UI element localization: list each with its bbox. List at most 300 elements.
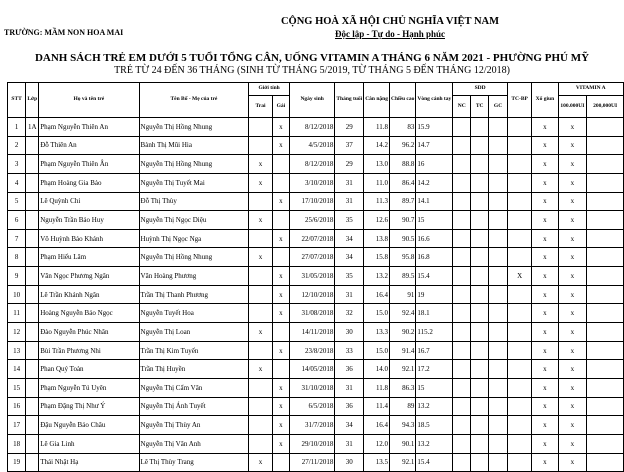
row-class [26,155,39,174]
row-weight: 11.0 [364,173,390,192]
row-gc [489,453,508,472]
row-arm: 14.7 [416,136,453,155]
row-female [272,248,289,267]
table-row [8,341,624,360]
row-arm: 15 [416,378,453,397]
row-deworm: x [532,285,558,304]
header-parent-name: Tên Bố - Mẹ của trẻ [139,83,249,118]
row-deworm: x [532,434,558,453]
row-parent-name: Nguyễn Thị Vân Anh [139,434,249,453]
row-weight: 12.6 [364,211,390,230]
row-height: 89.7 [389,192,415,211]
row-months: 31 [335,173,364,192]
header-weight: Cân nặng [364,83,390,118]
row-nc [453,155,471,174]
row-parent-name: Nguyễn Thị Hồng Nhung [139,118,249,137]
row-weight: 14.2 [364,136,390,155]
row-child-name: Phạm Hiếu Lâm [39,248,139,267]
row-male [249,136,272,155]
table-row [8,229,624,248]
row-nc [453,434,471,453]
row-parent-name: Văn Hoàng Phương [139,267,249,286]
row-dose2 [587,397,624,416]
row-parent-name: Nguyễn Thị Hồng Nhung [139,248,249,267]
row-stt: 6 [8,211,26,230]
row-months: 31 [335,434,364,453]
row-male [249,304,272,323]
table-row [8,173,624,192]
row-child-name: Phan Quý Toàn [39,360,139,379]
row-parent-name: Nguyễn Thị Cẩm Vân [139,378,249,397]
row-nc [453,397,471,416]
row-height: 91 [389,285,415,304]
row-female [272,453,289,472]
row-dose1: x [558,173,587,192]
row-months: 30 [335,453,364,472]
row-tc [471,360,489,379]
row-gc [489,136,508,155]
header-dose1: 100.000UI [558,96,587,118]
row-parent-name: Đỗ Thị Thùy [139,192,249,211]
row-height: 92.1 [389,360,415,379]
row-parent-name: Trần Thị Huyền [139,360,249,379]
row-months: 35 [335,211,364,230]
row-stt: 7 [8,229,26,248]
row-dose2 [587,323,624,342]
row-dose1: x [558,155,587,174]
row-weight: 15.0 [364,304,390,323]
row-weight: 13.3 [364,323,390,342]
row-months: 29 [335,118,364,137]
row-gc [489,341,508,360]
row-parent-name: Nguyễn Thị Loan [139,323,249,342]
row-stt: 16 [8,397,26,416]
row-male [249,118,272,137]
header-tc: TC [471,96,489,118]
row-arm: 15.9 [416,118,453,137]
document-title: DANH SÁCH TRẺ EM DƯỚI 5 TUỔI TỔNG CÂN, UỐNG VITAMIN A THÁNG 6 NĂM 2021 - PHƯỜNG PHÚ MỸ [34,52,590,64]
row-child-name: Đậu Nguyễn Bảo Châu [39,416,139,435]
row-arm: 18.1 [416,304,453,323]
row-months: 37 [335,136,364,155]
row-months: 33 [335,341,364,360]
row-tcbp [507,192,531,211]
row-dose1: x [558,304,587,323]
row-class [26,173,39,192]
table-row [8,155,624,174]
row-child-name: Lê Trần Khánh Ngân [39,285,139,304]
row-class [26,192,39,211]
row-tc [471,341,489,360]
row-class [26,136,39,155]
row-dose1: x [558,453,587,472]
row-stt: 11 [8,304,26,323]
row-tcbp [507,304,531,323]
row-tc [471,136,489,155]
row-dose2 [587,434,624,453]
row-dob: 14/11/2018 [289,323,334,342]
row-child-name: Phạm Đặng Thị Như Ý [39,397,139,416]
row-child-name: Đỗ Thiên An [39,136,139,155]
row-tc [471,267,489,286]
row-gc [489,192,508,211]
row-gc [489,173,508,192]
row-female [272,360,289,379]
row-dose2 [587,118,624,137]
row-dose1: x [558,434,587,453]
row-dose1: x [558,118,587,137]
row-deworm: x [532,416,558,435]
row-class [26,285,39,304]
row-tcbp [507,136,531,155]
row-class: 1A [26,118,39,137]
row-stt: 19 [8,453,26,472]
row-tc [471,378,489,397]
row-gc [489,397,508,416]
header-tcbp: TC-BP [507,83,531,118]
school-name: TRƯỜNG: MẦM NON HOA MAI [4,28,124,37]
row-female: x [272,434,289,453]
row-tc [471,118,489,137]
row-nc [453,341,471,360]
header-stt: STT [8,83,26,118]
row-male: x [249,360,272,379]
row-dob: 6/5/2018 [289,397,334,416]
row-female [272,211,289,230]
row-nc [453,323,471,342]
table-row [8,453,624,472]
row-tcbp [507,285,531,304]
row-class [26,360,39,379]
row-class [26,416,39,435]
row-dob: 12/10/2018 [289,285,334,304]
row-dose2 [587,341,624,360]
row-deworm: x [532,248,558,267]
row-months: 36 [335,360,364,379]
table-row [8,285,624,304]
row-nc [453,267,471,286]
row-female: x [272,118,289,137]
row-nc [453,453,471,472]
row-class [26,434,39,453]
row-female: x [272,192,289,211]
row-weight: 14.0 [364,360,390,379]
row-months: 31 [335,285,364,304]
row-tcbp [507,378,531,397]
row-dose1: x [558,341,587,360]
row-months: 34 [335,248,364,267]
row-deworm: x [532,304,558,323]
row-arm: 16.7 [416,341,453,360]
row-nc [453,211,471,230]
table-row [8,136,624,155]
row-child-name: Đào Nguyễn Phúc Nhân [39,323,139,342]
row-female [272,155,289,174]
row-stt: 18 [8,434,26,453]
row-dose1: x [558,248,587,267]
row-dose1: x [558,229,587,248]
row-stt: 13 [8,341,26,360]
row-arm: 16 [416,155,453,174]
row-female: x [272,341,289,360]
row-height: 96.2 [389,136,415,155]
row-tc [471,397,489,416]
row-female: x [272,136,289,155]
header-male: Trai [249,96,272,118]
row-dob: 29/10/2018 [289,434,334,453]
row-dose1: x [558,136,587,155]
row-class [26,323,39,342]
row-child-name: Văn Ngọc Phương Ngân [39,267,139,286]
row-dob: 31/08/2018 [289,304,334,323]
row-stt: 17 [8,416,26,435]
row-parent-name: Nguyễn Thị Tuyết Mai [139,173,249,192]
row-arm: 14.1 [416,192,453,211]
row-dose1: x [558,397,587,416]
row-child-name: Phạm Nguyễn Tú Uyên [39,378,139,397]
children-table [7,82,624,472]
row-months: 32 [335,304,364,323]
row-dose2 [587,192,624,211]
row-nc [453,248,471,267]
row-tc [471,434,489,453]
row-gc [489,323,508,342]
row-gc [489,118,508,137]
row-gc [489,267,508,286]
row-dose2 [587,378,624,397]
row-arm: 17.2 [416,360,453,379]
row-dob: 14/05/2018 [289,360,334,379]
row-deworm: x [532,229,558,248]
row-height: 89 [389,397,415,416]
row-male [249,229,272,248]
motto: Độc lập - Tự do - Hạnh phúc [334,29,445,39]
row-weight: 15.8 [364,248,390,267]
row-nc [453,416,471,435]
row-stt: 2 [8,136,26,155]
row-deworm: x [532,192,558,211]
row-months: 29 [335,155,364,174]
row-tc [471,323,489,342]
table-row [8,248,624,267]
row-male [249,397,272,416]
row-male [249,416,272,435]
row-male: x [249,211,272,230]
row-parent-name: Bành Thị Mũi Hia [139,136,249,155]
row-stt: 8 [8,248,26,267]
row-male: x [249,248,272,267]
row-height: 90.5 [389,229,415,248]
row-weight: 11.8 [364,118,390,137]
row-gc [489,285,508,304]
row-months: 31 [335,378,364,397]
row-dob: 8/12/2018 [289,155,334,174]
row-dob: 31/7/2018 [289,416,334,435]
row-months: 31 [335,192,364,211]
row-female: x [272,416,289,435]
row-gc [489,416,508,435]
row-gc [489,378,508,397]
row-tc [471,453,489,472]
row-gc [489,211,508,230]
row-dob: 8/12/2018 [289,118,334,137]
row-male [249,267,272,286]
header-deworm: Xổ giun [532,83,558,118]
row-tc [471,173,489,192]
header-sdd: SDD [453,83,508,96]
row-parent-name: Nguyễn Thị Thùy An [139,416,249,435]
row-height: 90.2 [389,323,415,342]
row-tcbp [507,397,531,416]
table-row [8,267,624,286]
row-deworm: x [532,453,558,472]
row-dose2 [587,304,624,323]
document-subtitle: TRẺ TỪ 24 ĐẾN 36 THÁNG (SINH TỪ THÁNG 5/2019, TỪ THÁNG 5 ĐẾN THÁNG 12/2018) [114,65,510,76]
row-gc [489,360,508,379]
row-height: 88.8 [389,155,415,174]
row-class [26,229,39,248]
row-child-name: Phạm Nguyễn Thiên An [39,118,139,137]
row-dose2 [587,248,624,267]
row-deworm: x [532,155,558,174]
row-gc [489,155,508,174]
header-gc: GC [489,96,508,118]
row-tc [471,248,489,267]
row-nc [453,118,471,137]
row-tc [471,304,489,323]
row-tcbp [507,416,531,435]
row-stt: 5 [8,192,26,211]
row-gc [489,304,508,323]
row-deworm: x [532,323,558,342]
table-row [8,378,624,397]
row-male [249,434,272,453]
row-dose2 [587,453,624,472]
header-dose2: 200,000UI [587,96,624,118]
table-row [8,118,624,137]
row-child-name: Bùi Trần Phương Nhi [39,341,139,360]
row-dob: 17/10/2018 [289,192,334,211]
row-male [249,192,272,211]
row-dose2 [587,173,624,192]
row-nc [453,360,471,379]
row-child-name: Phạm Hoàng Gia Bảo [39,173,139,192]
row-female [272,173,289,192]
row-parent-name: Nguyễn Thị Ngọc Diệu [139,211,249,230]
row-female [272,323,289,342]
row-weight: 13.2 [364,267,390,286]
row-tc [471,192,489,211]
row-class [26,304,39,323]
row-female: x [272,304,289,323]
row-child-name: Lê Gia Linh [39,434,139,453]
row-tcbp [507,229,531,248]
row-height: 90.7 [389,211,415,230]
row-stt: 4 [8,173,26,192]
row-tcbp [507,118,531,137]
row-nc [453,304,471,323]
row-dose1: x [558,378,587,397]
row-dob: 4/5/2018 [289,136,334,155]
row-deworm: x [532,397,558,416]
row-weight: 13.8 [364,229,390,248]
row-stt: 15 [8,378,26,397]
row-arm: 16.8 [416,248,453,267]
row-months: 36 [335,397,364,416]
row-height: 92.1 [389,453,415,472]
row-tcbp [507,211,531,230]
table-row [8,192,624,211]
row-class [26,341,39,360]
row-dose1: x [558,211,587,230]
row-dob: 27/07/2018 [289,248,334,267]
row-dose2 [587,285,624,304]
row-tc [471,155,489,174]
row-arm: 19 [416,285,453,304]
row-arm: 15.4 [416,267,453,286]
row-dob: 22/07/2018 [289,229,334,248]
row-nc [453,229,471,248]
row-weight: 16.4 [364,285,390,304]
header-female: Gái [272,96,289,118]
row-dose2 [587,211,624,230]
row-tcbp: X [507,267,531,286]
row-tcbp [507,341,531,360]
row-female: x [272,267,289,286]
row-male [249,341,272,360]
row-dob: 25/6/2018 [289,211,334,230]
row-gc [489,248,508,267]
row-arm: 115.2 [416,323,453,342]
row-months: 34 [335,229,364,248]
row-dose2 [587,267,624,286]
row-deworm: x [532,173,558,192]
row-height: 91.4 [389,341,415,360]
row-nc [453,192,471,211]
row-arm: 13.2 [416,397,453,416]
row-dose1: x [558,323,587,342]
row-height: 90.1 [389,434,415,453]
row-height: 86.3 [389,378,415,397]
row-stt: 1 [8,118,26,137]
row-deworm: x [532,211,558,230]
row-deworm: x [532,136,558,155]
row-weight: 11.3 [364,192,390,211]
row-parent-name: Nguyễn Tuyết Hoa [139,304,249,323]
row-stt: 10 [8,285,26,304]
row-male [249,378,272,397]
header-gender: Giới tính [249,83,290,96]
row-tc [471,285,489,304]
row-dose2 [587,155,624,174]
row-dose1: x [558,267,587,286]
row-female: x [272,285,289,304]
row-height: 86.4 [389,173,415,192]
header-vitamin: VITAMIN A [558,83,623,96]
row-class [26,211,39,230]
row-height: 95.8 [389,248,415,267]
header-nc: NC [453,96,471,118]
row-dose1: x [558,416,587,435]
row-weight: 16.4 [364,416,390,435]
row-arm: 16.6 [416,229,453,248]
row-female: x [272,229,289,248]
row-arm: 13.2 [416,434,453,453]
row-months: 35 [335,267,364,286]
row-weight: 15.0 [364,341,390,360]
row-deworm: x [532,360,558,379]
row-child-name: Phạm Nguyễn Thiên Ân [39,155,139,174]
